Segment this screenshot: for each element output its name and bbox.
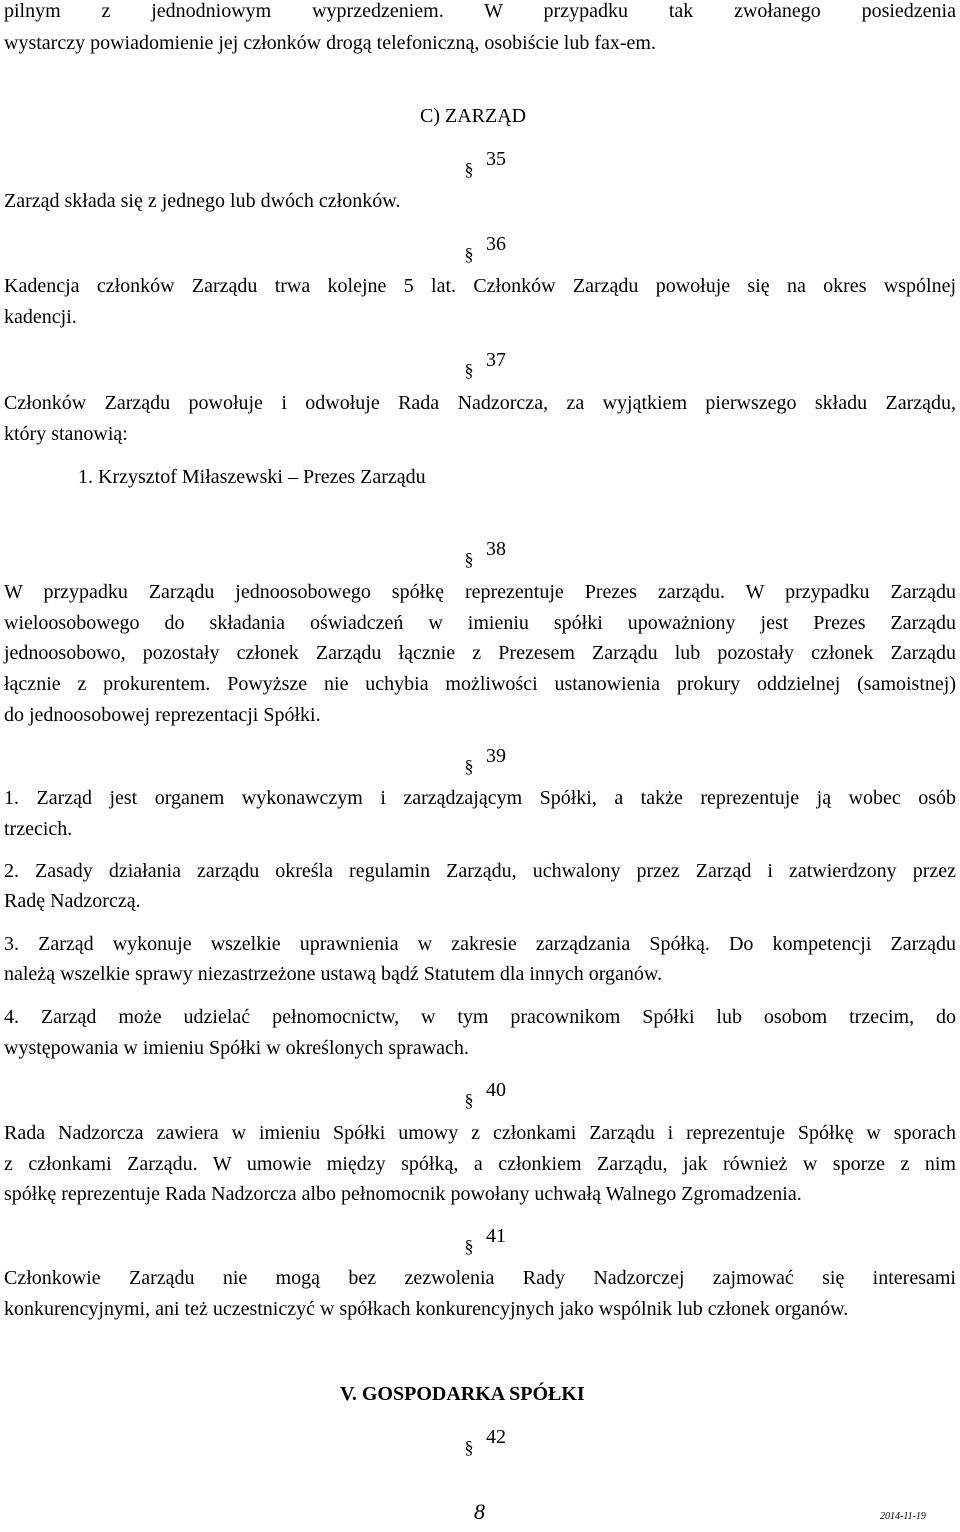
section-number: § 39 xyxy=(464,745,506,776)
section-number: § 41 xyxy=(464,1225,506,1256)
chapter-heading: V. GOSPODARKA SPÓŁKI xyxy=(340,1383,585,1405)
section-number: § 35 xyxy=(464,148,506,179)
paragraph-line: jednoosobowo, pozostały członek Zarządu łącznie z Prezesem Zarządu lub pozostały członek Zarządu xyxy=(4,642,956,664)
paragraph-line: 1. Zarząd jest organem wykonawczym i zarządzającym Spółki, a także reprezentuje ją wobec osób xyxy=(4,787,956,809)
paragraph-line: łącznie z prokurentem. Powyższe nie uchybia możliwości ustanowienia prokury oddzielnej (samoistnej) xyxy=(4,673,956,695)
paragraph-line: Członkowie Zarządu nie mogą bez zezwolenia Rady Nadzorczej zajmować się interesami xyxy=(4,1267,956,1289)
paragraph-line: Zarząd składa się z jednego lub dwóch członków. xyxy=(4,190,401,212)
paragraph-line: występowania w imieniu Spółki w określonych sprawach. xyxy=(4,1037,469,1059)
footer-date: 2014-11-19 xyxy=(880,1511,926,1522)
paragraph-line: Radę Nadzorczą. xyxy=(4,890,141,912)
section-number: § 38 xyxy=(464,538,506,569)
paragraph-line: wieloosobowego do składania oświadczeń w imieniu spółki upoważniony jest Prezes Zarządu xyxy=(4,612,956,634)
page-number: 8 xyxy=(474,1499,485,1524)
paragraph-line: który stanowią: xyxy=(4,423,128,445)
paragraph-line: W przypadku Zarządu jednoosobowego spółkę reprezentuje Prezes zarządu. W przypadku Zarządu xyxy=(4,581,956,603)
section-heading: C) ZARZĄD xyxy=(420,105,527,127)
paragraph-line: wystarczy powiadomienie jej członków drogą telefoniczną, osobiście lub fax-em. xyxy=(4,32,656,54)
paragraph-line: z członkami Zarządu. W umowie między spółką, a członkiem Zarządu, jak również w sporze z nim xyxy=(4,1153,956,1175)
section-number: § 37 xyxy=(464,349,506,380)
paragraph-line: spółkę reprezentuje Rada Nadzorcza albo pełnomocnik powołany uchwałą Walnego Zgromadzenia. xyxy=(4,1183,802,1205)
paragraph-line: Rada Nadzorcza zawiera w imieniu Spółki umowy z członkami Zarządu i reprezentuje Spółkę w sporach xyxy=(4,1122,956,1144)
list-item: 1. Krzysztof Miłaszewski – Prezes Zarządu xyxy=(78,466,426,488)
paragraph-line: 3. Zarząd wykonuje wszelkie uprawnienia w zakresie zarządzania Spółką. Do kompetencji Zarządu xyxy=(4,933,956,955)
paragraph-line: trzecich. xyxy=(4,818,73,840)
section-number: § 42 xyxy=(464,1426,506,1457)
paragraph-line: Członków Zarządu powołuje i odwołuje Rada Nadzorcza, za wyjątkiem pierwszego składu Zarządu, xyxy=(4,392,956,414)
paragraph-line: 4. Zarząd może udzielać pełnomocnictw, w tym pracownikom Spółki lub osobom trzecim, do xyxy=(4,1006,956,1028)
paragraph-line: do jednoosobowej reprezentacji Spółki. xyxy=(4,704,321,726)
paragraph-line: 2. Zasady działania zarządu określa regulamin Zarządu, uchwalony przez Zarząd i zatwierdzony przez xyxy=(4,860,956,882)
paragraph-line: konkurencyjnymi, ani też uczestniczyć w spółkach konkurencyjnych jako wspólnik lub członek organów. xyxy=(4,1298,849,1320)
paragraph-line: należą wszelkie sprawy niezastrzeżone ustawą bądź Statutem dla innych organów. xyxy=(4,963,663,985)
paragraph-line: Kadencja członków Zarządu trwa kolejne 5 lat. Członków Zarządu powołuje się na okres wspólnej xyxy=(4,275,956,297)
paragraph-line: pilnym z jednodniowym wyprzedzeniem. W przypadku tak zwołanego posiedzenia xyxy=(4,0,956,22)
paragraph-line: kadencji. xyxy=(4,306,77,328)
section-number: § 36 xyxy=(464,233,506,264)
section-number: § 40 xyxy=(464,1079,506,1110)
